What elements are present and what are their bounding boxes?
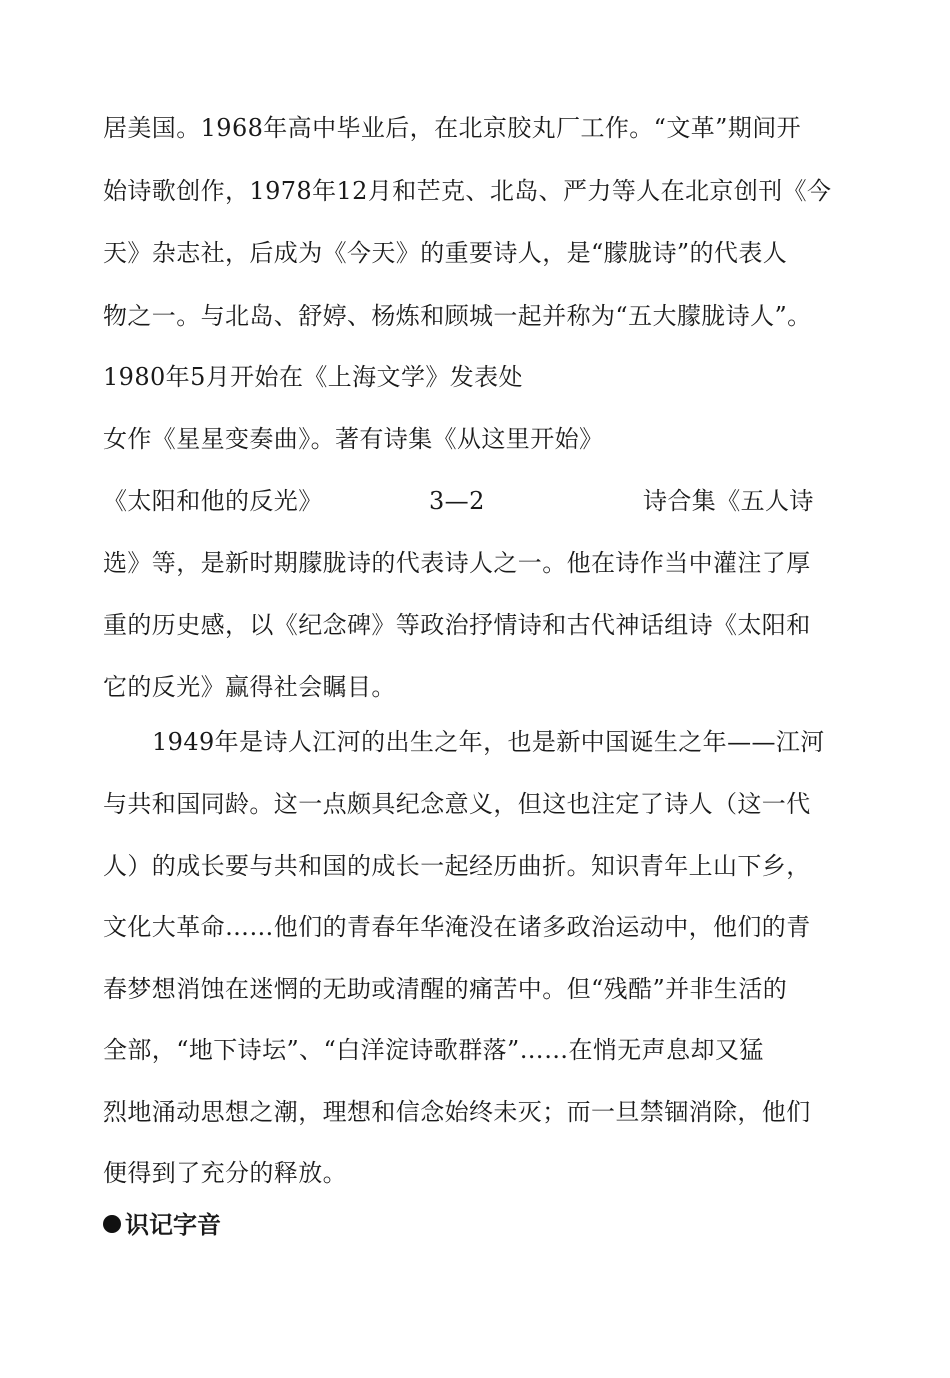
text-line: 天》杂志社，后成为《今天》的重要诗人，是“朦胧诗”的代表人 [103, 239, 788, 267]
text-line: 选》等，是新时期朦胧诗的代表诗人之一。他在诗作当中灌注了厚 [103, 549, 811, 577]
bullet-icon [103, 1215, 121, 1233]
split-text-line [103, 486, 843, 516]
text-line: 人）的成长要与共和国的成长一起经历曲折。知识青年上山下乡， [103, 852, 811, 880]
text-line: 便得到了充分的释放。 [103, 1159, 347, 1187]
text-line: 它的反光》赢得社会瞩目。 [103, 673, 396, 701]
text-line: 全部，“地下诗坛”、“白洋淀诗歌群落”……在悄无声息却又猛 [103, 1036, 764, 1064]
text-line: 重的历史感，以《纪念碑》等政治抒情诗和古代神话组诗《太阳和 [103, 611, 811, 639]
text-line: 1980年5月开始在《上海文学》发表处 [103, 363, 523, 391]
text-line: 居美国。1968年高中毕业后，在北京胶丸厂工作。“文革”期间开 [103, 114, 802, 142]
text-line: 文化大革命……他们的青春年华淹没在诸多政治运动中，他们的青 [103, 913, 811, 941]
text-line: 女作《星星变奏曲》。著有诗集《从这里开始》 [103, 425, 604, 453]
text-line: 物之一。与北岛、舒婷、杨炼和顾城一起并称为“五大朦胧诗人”。 [103, 302, 812, 330]
text-line: 烈地涌动思想之潮，理想和信念始终未灭；而一旦禁锢消除，他们 [103, 1098, 811, 1126]
split-line-right: 诗合集《五人诗 [643, 487, 814, 515]
section-heading [103, 1210, 221, 1240]
text-line: 与共和国同龄。这一点颇具纪念意义，但这也注定了诗人（这一代 [103, 790, 811, 818]
page-number-mark: 3—2 [429, 487, 485, 515]
section-heading-text: 识记字音 [125, 1211, 221, 1239]
split-line-left: 《太阳和他的反光》 [103, 487, 323, 515]
text-line: 春梦想消蚀在迷惘的无助或清醒的痛苦中。但“残酷”并非生活的 [103, 975, 788, 1003]
text-line: 始诗歌创作，1978年12月和芒克、北岛、严力等人在北京创刊《今 [103, 177, 832, 205]
text-line: 1949年是诗人江河的出生之年，也是新中国诞生之年——江河 [152, 728, 825, 756]
